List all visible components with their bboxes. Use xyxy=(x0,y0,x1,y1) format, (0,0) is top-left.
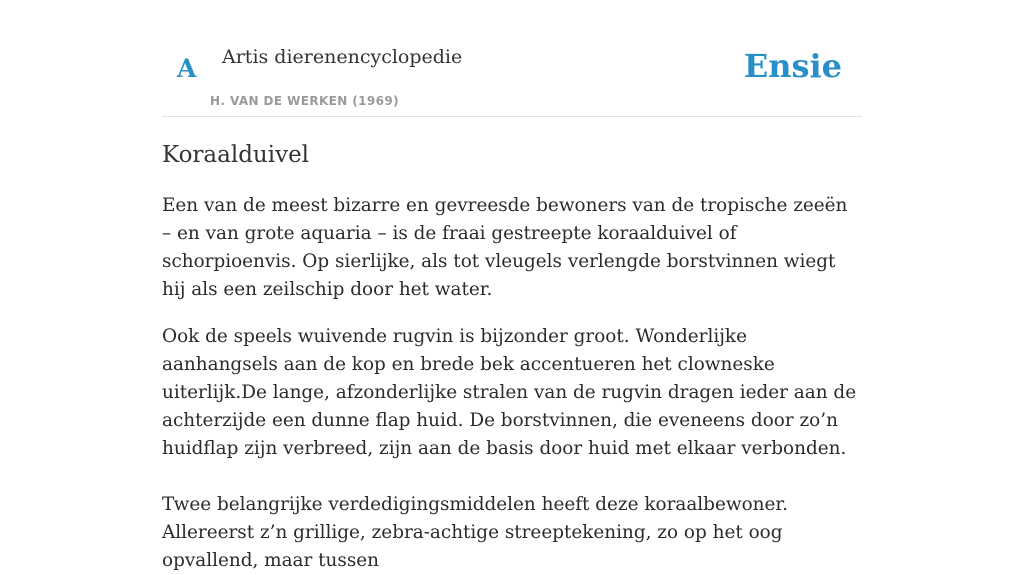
header xyxy=(162,0,862,117)
entry-content xyxy=(162,137,862,575)
entry-title: Koraalduivel xyxy=(162,142,310,168)
entry-paragraph-2: Ook de speels wuivende rugvin is bijzonder groot. Wonderlijke aanhangsels aan de kop en brede bek accentueren het clowneske uiterlijk.De lange, afzonderlijke stralen van de rugvin dragen ieder aan de achterzijde een dunne flap huid. De borstvinnen, die eveneens door zo’n huidflap zijn verbreed, zijn aan de basis door huid met elkaar verbonden. xyxy=(162,326,857,459)
book-logo-link[interactable]: A xyxy=(177,54,197,83)
book-title-link[interactable]: Artis dierenencyclopedie xyxy=(222,46,463,68)
book-author: H. VAN DE WERKEN (1969) xyxy=(210,94,400,108)
entry-paragraph-3: Twee belangrijke verdedigingsmiddelen heeft deze koraalbewoner. Allereerst z’n grillige, zebra-achtige streeptekening, zo op het oog opvallend, maar tussen xyxy=(162,494,788,571)
brand-logo-link[interactable]: Ensie xyxy=(743,47,842,85)
entry-paragraph-1: Een van de meest bizarre en gevreesde bewoners van de tropische zeeën – en van grote aquaria – is de fraai gestreepte koraalduivel of schorpioenvis. Op sierlijke, als tot vleugels verlengde borstvinnen wiegt hij als een zeilschip door het water. xyxy=(162,195,848,300)
